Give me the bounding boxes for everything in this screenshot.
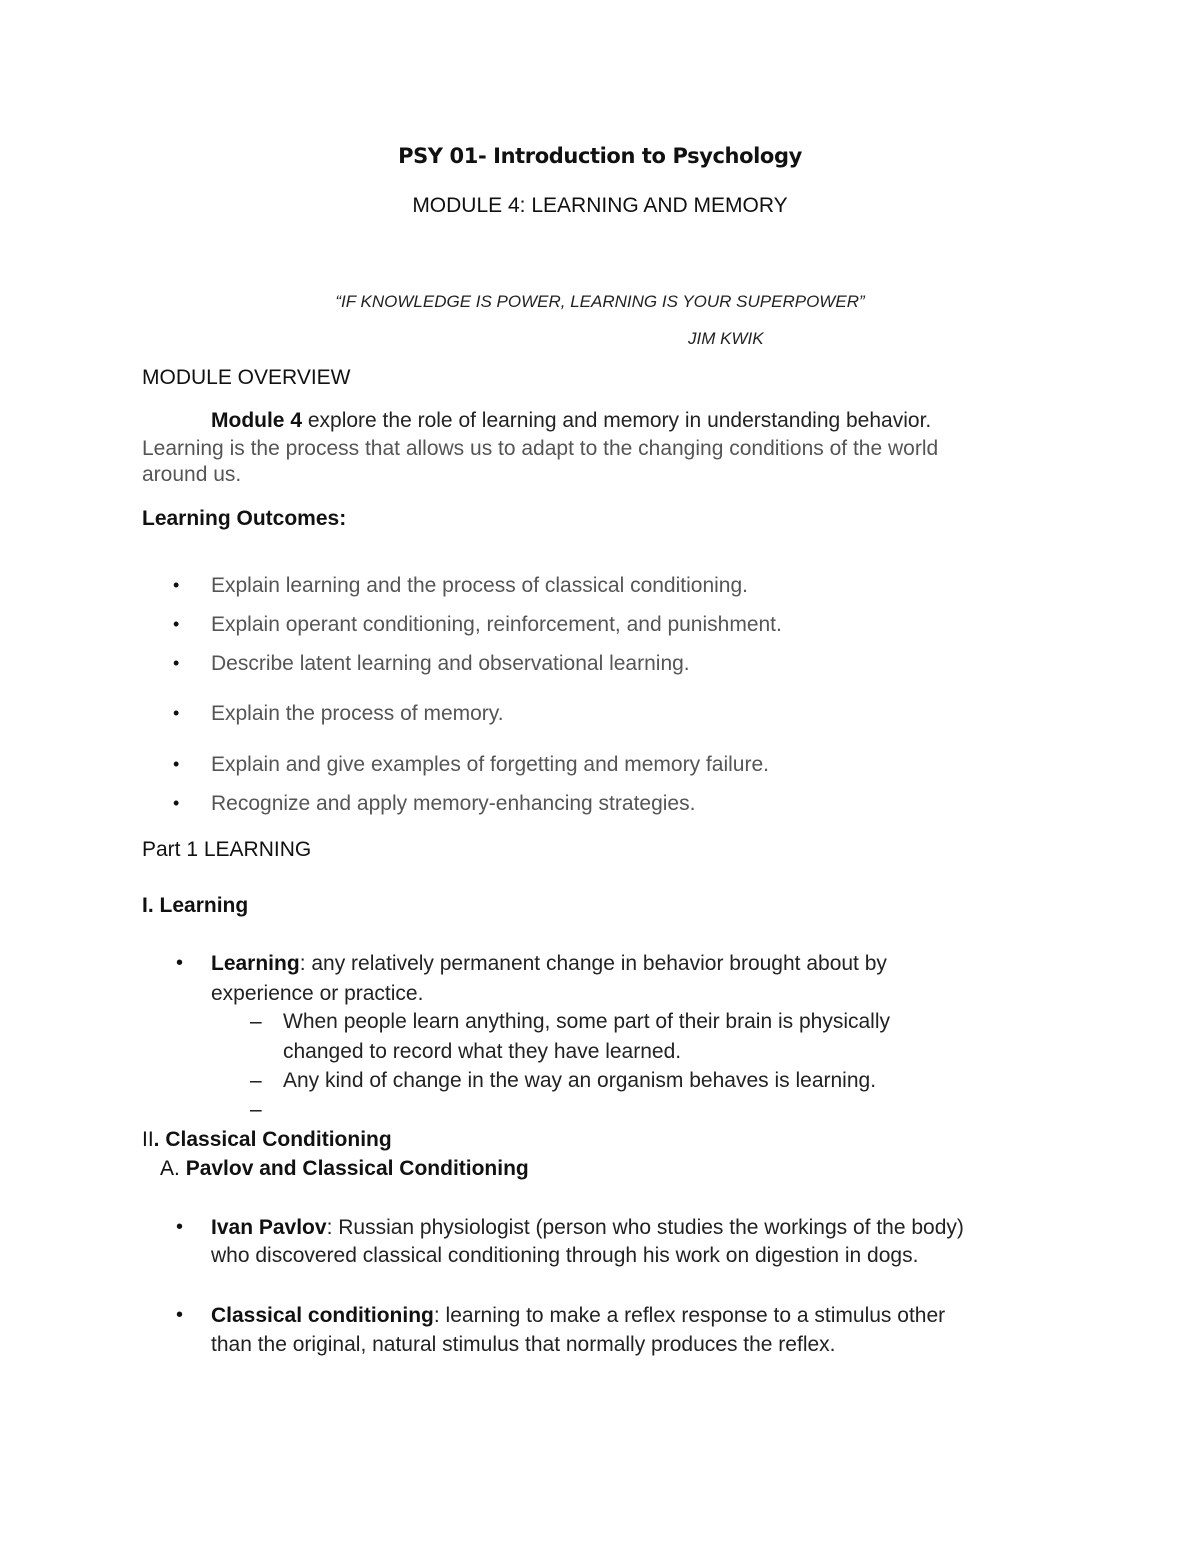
part1-heading: Part 1 LEARNING <box>142 838 312 861</box>
learning-definition-line-2: experience or practice. <box>211 982 424 1005</box>
bullet-icon: • <box>176 952 184 974</box>
section2-number: II <box>142 1128 154 1151</box>
dash-icon: – <box>250 1010 262 1033</box>
learning-term: Learning <box>211 952 300 975</box>
section1-heading: I. Learning <box>142 894 249 917</box>
outcome-item: Explain the process of memory. <box>211 702 504 725</box>
bullet-icon: • <box>173 575 180 595</box>
overview-line-1 <box>211 409 931 433</box>
outcome-item: Recognize and apply memory-enhancing strategies. <box>211 792 696 815</box>
section2-sub-letter: A. <box>160 1157 186 1180</box>
classical-conditioning-line-2: than the original, natural stimulus that normally produces the reflex. <box>211 1333 836 1356</box>
classical-conditioning-definition: : learning to make a reflex response to a stimulus other <box>433 1304 946 1327</box>
bullet-icon: • <box>173 703 180 723</box>
bullet-icon: • <box>173 793 180 813</box>
course-title: PSY 01- Introduction to Psychology <box>398 144 802 168</box>
bullet-icon: • <box>173 653 180 673</box>
bullet-icon: • <box>176 1216 184 1238</box>
quote-text: “IF KNOWLEDGE IS POWER, LEARNING IS YOUR SUPERPOWER” <box>335 292 865 311</box>
learning-definition-line-1 <box>211 952 887 976</box>
pavlov-line-1 <box>211 1216 964 1240</box>
dash-icon: – <box>250 1098 262 1121</box>
classical-conditioning-line-1 <box>211 1304 945 1328</box>
section2-heading <box>142 1128 392 1152</box>
pavlov-term: Ivan Pavlov <box>211 1216 327 1239</box>
quote-author: JIM KWIK <box>688 329 764 348</box>
section2-sub-title: Pavlov and Classical Conditioning <box>185 1157 529 1180</box>
outcome-item: Explain operant conditioning, reinforcement, and punishment. <box>211 613 782 636</box>
outcome-item: Explain and give examples of forgetting and memory failure. <box>211 753 769 776</box>
overview-line-3: around us. <box>142 463 242 486</box>
pavlov-definition: : Russian physiologist (person who studies the workings of the body) <box>326 1216 964 1239</box>
sub-item-line: When people learn anything, some part of their brain is physically <box>283 1010 890 1033</box>
bullet-icon: • <box>173 614 180 634</box>
outcome-item: Describe latent learning and observational learning. <box>211 652 690 675</box>
overview-heading: MODULE OVERVIEW <box>142 366 351 389</box>
learning-definition: : any relatively permanent change in behavior brought about by <box>299 952 887 975</box>
overview-lead: Module 4 <box>211 409 303 432</box>
outcomes-heading: Learning Outcomes: <box>142 507 347 530</box>
classical-conditioning-term: Classical conditioning <box>211 1304 434 1327</box>
section2-subheading <box>160 1157 529 1181</box>
sub-item-line: changed to record what they have learned. <box>283 1040 682 1063</box>
module-title: MODULE 4: LEARNING AND MEMORY <box>412 194 788 217</box>
dash-icon: – <box>250 1069 262 1092</box>
section2-title: . Classical Conditioning <box>153 1128 392 1151</box>
pavlov-line-2: who discovered classical conditioning through his work on digestion in dogs. <box>211 1244 919 1267</box>
overview-line-1-rest: explore the role of learning and memory in understanding behavior. <box>302 409 932 432</box>
overview-line-2: Learning is the process that allows us to adapt to the changing conditions of the world <box>142 437 939 460</box>
bullet-icon: • <box>176 1304 184 1326</box>
sub-item-line: Any kind of change in the way an organism behaves is learning. <box>283 1069 877 1092</box>
outcome-item: Explain learning and the process of classical conditioning. <box>211 574 748 597</box>
bullet-icon: • <box>173 754 180 774</box>
